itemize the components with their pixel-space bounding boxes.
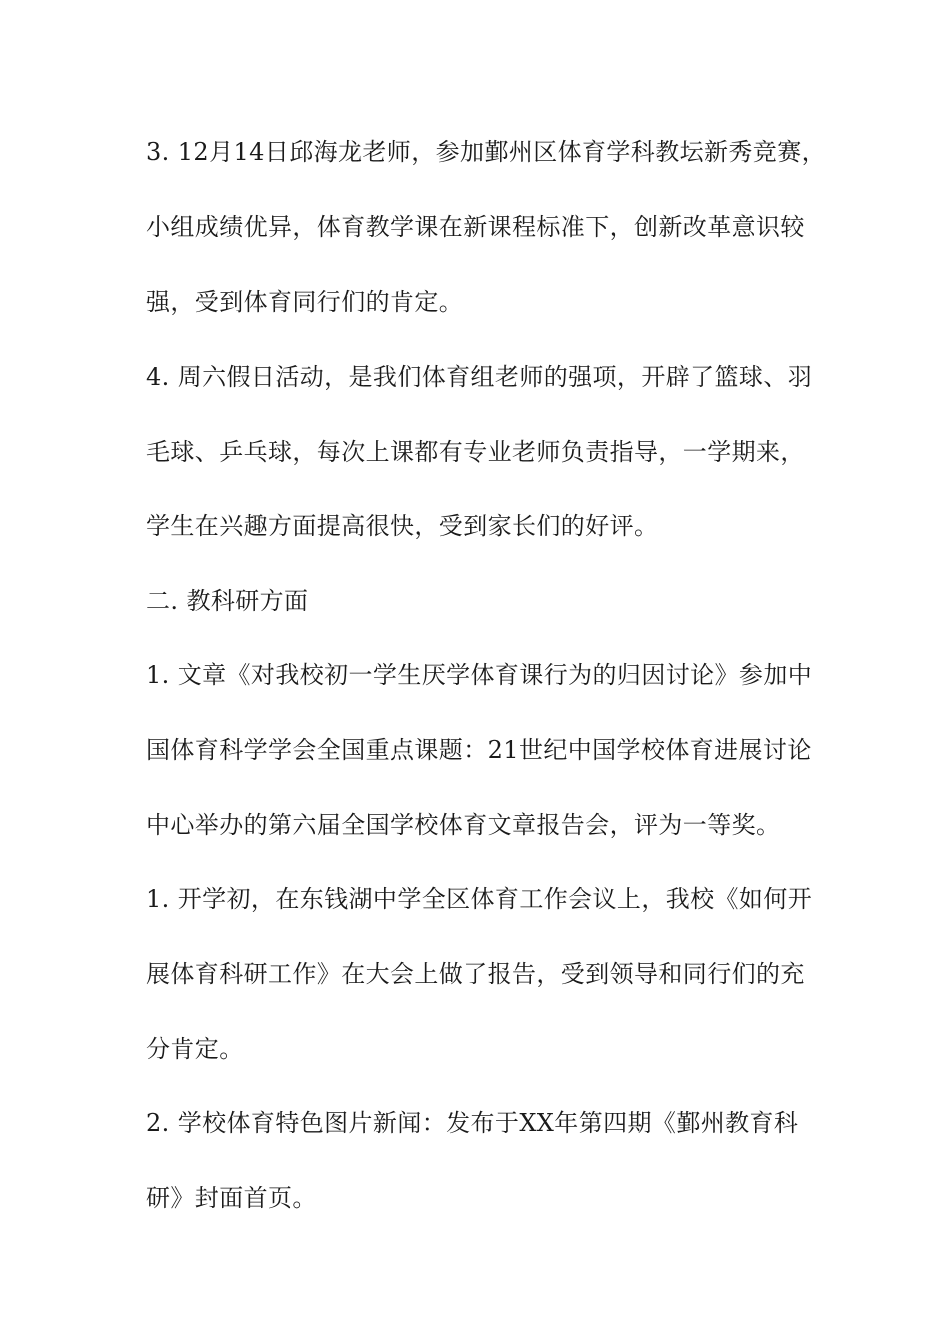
text-line: 小组成绩优异，体育教学课在新课程标准下，创新改革意识较 xyxy=(146,213,805,241)
text-line: 2. 学校体育特色图片新闻：发布于XX年第四期《鄞州教育科 xyxy=(146,1109,799,1137)
text-line: 分肯定。 xyxy=(146,1035,244,1063)
text-line: 研》封面首页。 xyxy=(146,1184,317,1212)
text-line: 国体育科学学会全国重点课题：21世纪中国学校体育进展讨论 xyxy=(146,736,812,764)
text-line: 4. 周六假日活动，是我们体育组老师的强项，开辟了篮球、羽 xyxy=(146,363,813,391)
text-line: 学生在兴趣方面提高很快，受到家长们的好评。 xyxy=(146,512,659,540)
text-line: 毛球、乒乓球，每次上课都有专业老师负责指导，一学期来， xyxy=(146,438,805,466)
text-line: 3. 12月14日邱海龙老师，参加鄞州区体育学科教坛新秀竞赛， xyxy=(146,138,827,166)
text-line: 展体育科研工作》在大会上做了报告，受到领导和同行们的充 xyxy=(146,960,805,988)
text-line: 强，受到体育同行们的肯定。 xyxy=(146,288,464,316)
section-heading: 二. 教科研方面 xyxy=(146,587,309,615)
text-line: 中心举办的第六届全国学校体育文章报告会，评为一等奖。 xyxy=(146,811,781,839)
text-line: 1. 开学初，在东钱湖中学全区体育工作会议上，我校《如何开 xyxy=(146,885,813,913)
text-line: 1. 文章《对我校初一学生厌学体育课行为的归因讨论》参加中 xyxy=(146,661,813,689)
